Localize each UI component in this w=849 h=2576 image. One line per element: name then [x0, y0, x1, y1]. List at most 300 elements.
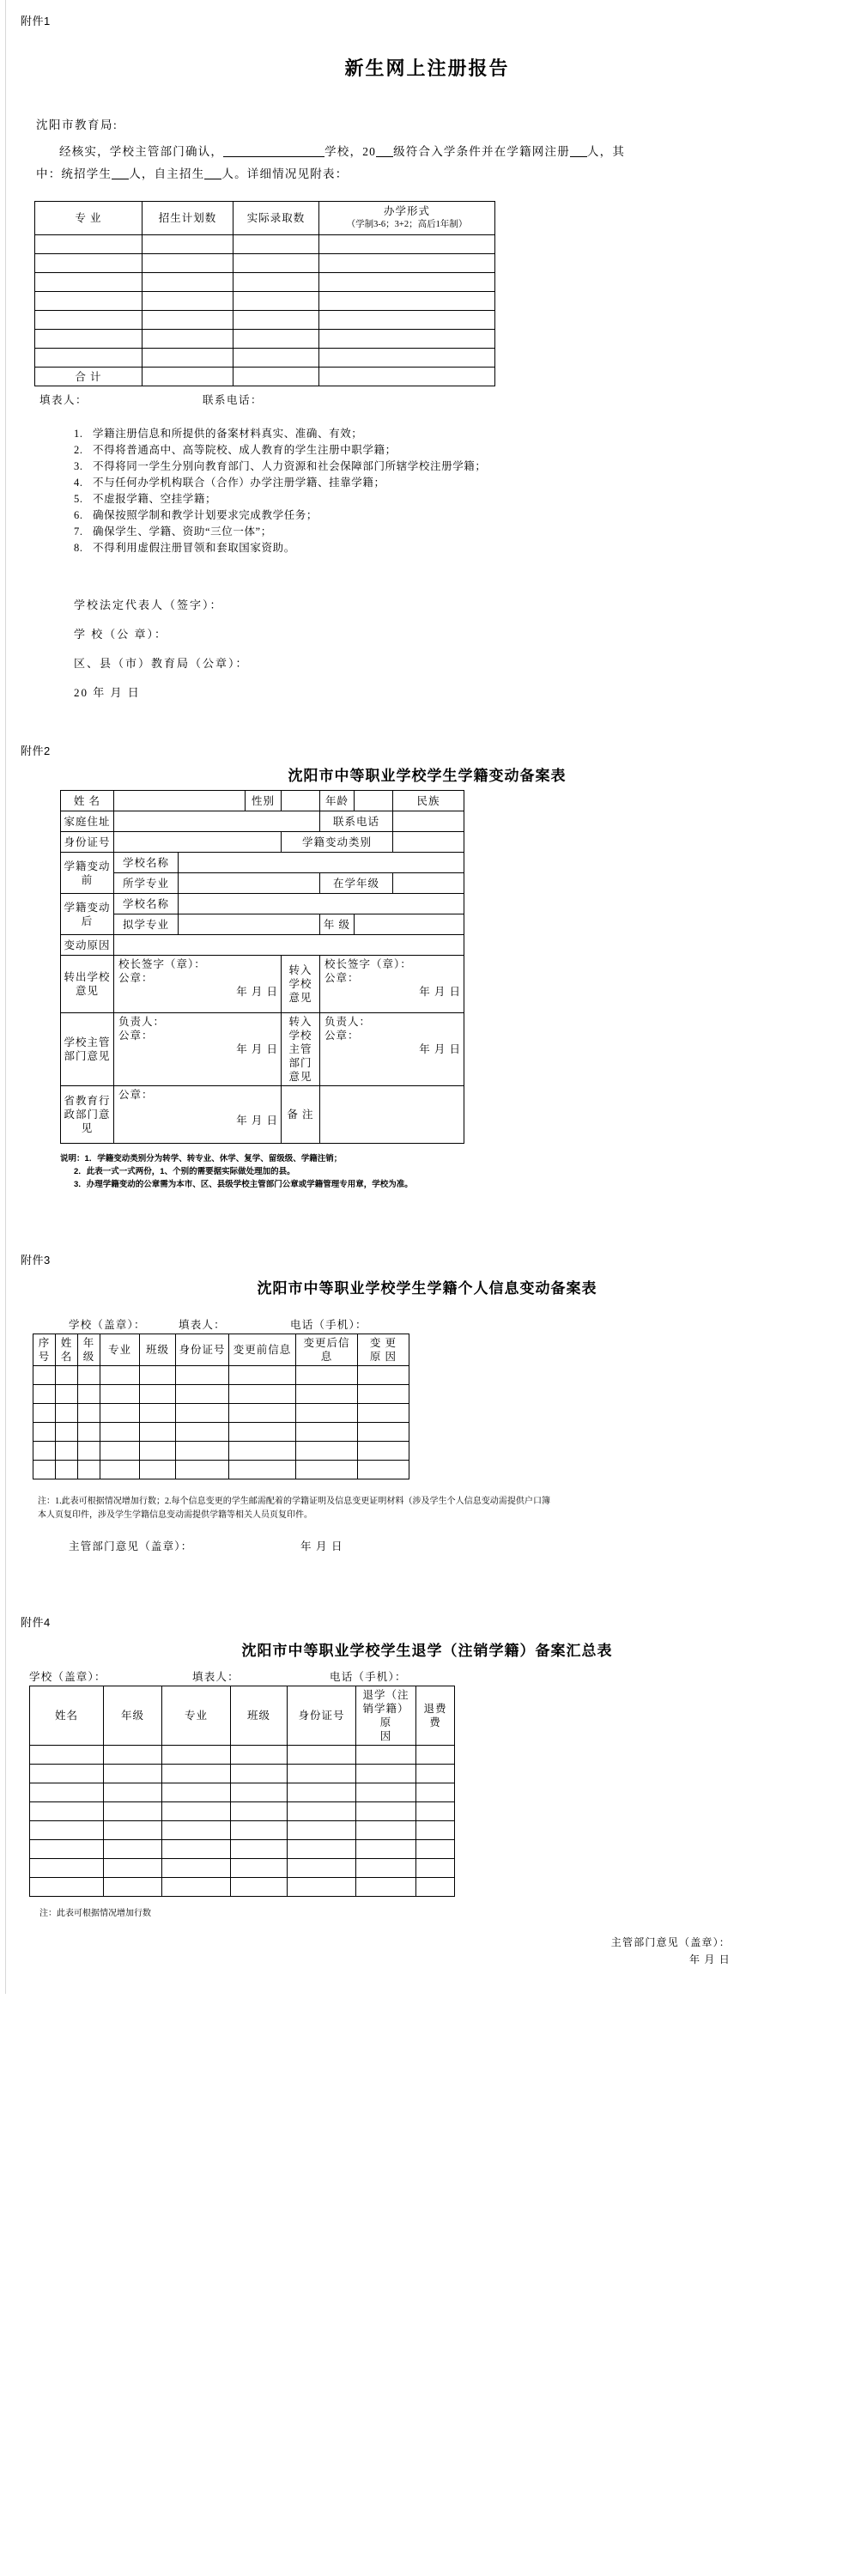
col-name: 姓 名 [56, 1334, 78, 1366]
row-after-major [61, 914, 464, 935]
value-id-number[interactable] [114, 832, 282, 853]
rule-item: 8. 不得利用虚假注册冒领和套取国家资助。 [74, 542, 295, 554]
table-row[interactable] [30, 1802, 455, 1821]
cell[interactable] [143, 235, 233, 254]
responsible-text: 负责人： [324, 1016, 372, 1028]
cell[interactable] [104, 1859, 162, 1878]
table-row[interactable] [30, 1840, 455, 1859]
cell[interactable] [33, 1404, 56, 1423]
cell[interactable] [176, 1385, 229, 1404]
cell[interactable] [356, 1746, 416, 1765]
cell[interactable] [356, 1878, 416, 1897]
cell[interactable] [416, 1802, 455, 1821]
cell[interactable] [162, 1765, 231, 1783]
cell[interactable] [288, 1821, 356, 1840]
cell[interactable] [296, 1366, 358, 1385]
label-phone: 联系电话 [320, 811, 393, 832]
value-grade[interactable] [355, 914, 464, 935]
table-row[interactable] [33, 1404, 409, 1423]
cell[interactable] [143, 292, 233, 311]
table-row[interactable] [30, 1783, 455, 1802]
cell[interactable] [231, 1859, 288, 1878]
label-address: 家庭住址 [61, 811, 114, 832]
col-school-form [319, 202, 495, 235]
table-row[interactable] [30, 1878, 455, 1897]
cell[interactable] [229, 1461, 296, 1479]
cell[interactable] [56, 1404, 78, 1423]
label-gender: 性别 [246, 791, 282, 811]
label-name: 姓 名 [61, 791, 114, 811]
table-row[interactable] [30, 1746, 455, 1765]
attachment-4-header-fields [29, 1668, 834, 1684]
principal-sign-text: 校长签字（章）： [118, 958, 206, 970]
cell[interactable] [143, 311, 233, 330]
cell[interactable] [231, 1765, 288, 1783]
cell[interactable] [176, 1461, 229, 1479]
col-school-form-sub: （学制3-6；3+2；高后1年制） [346, 220, 468, 229]
table-row[interactable] [33, 1442, 409, 1461]
cell[interactable] [296, 1423, 358, 1442]
cell[interactable] [288, 1878, 356, 1897]
attachment-1-paragraph [21, 141, 834, 185]
school-seal-label: 学校（盖章）： [29, 1671, 106, 1683]
label-ethnicity: 民族 [393, 791, 464, 811]
col-name: 姓名 [30, 1686, 104, 1746]
cell[interactable] [162, 1821, 231, 1840]
attachment-3-table [33, 1334, 409, 1479]
cell[interactable] [233, 330, 319, 349]
cell[interactable] [358, 1461, 409, 1479]
seal-text: 公章： [324, 972, 360, 984]
cell[interactable] [30, 1859, 104, 1878]
cell[interactable] [56, 1385, 78, 1404]
cell[interactable] [33, 1442, 56, 1461]
cell[interactable] [35, 235, 143, 254]
cell[interactable] [231, 1783, 288, 1802]
table-row[interactable] [35, 330, 495, 349]
cell[interactable] [319, 273, 495, 292]
cell[interactable] [104, 1821, 162, 1840]
label-grade: 年 级 [320, 914, 355, 935]
cell[interactable] [140, 1404, 176, 1423]
cell[interactable] [288, 1802, 356, 1821]
table-row[interactable] [30, 1821, 455, 1840]
cell[interactable] [78, 1423, 100, 1442]
district-bureau-seal-line: 区、县（市）教育局（公章）： [74, 657, 249, 670]
cell[interactable] [229, 1366, 296, 1385]
cell[interactable] [30, 1802, 104, 1821]
col-major: 专业 [100, 1334, 140, 1366]
attachment-4-table-body [30, 1746, 455, 1897]
paragraph-part-5: 中：统招学生 [36, 167, 112, 180]
col-after-info: 变更后信息 [296, 1334, 358, 1366]
rule-text: 不得将同一学生分别向教育部门、人力资源和社会保障部门所辖学校注册学籍； [93, 460, 487, 472]
phone-label: 电话（手机）： [290, 1319, 367, 1331]
cell[interactable] [140, 1423, 176, 1442]
total-actual-cell[interactable] [233, 368, 319, 386]
attachment-3-footer [69, 1538, 834, 1553]
table-row[interactable] [30, 1765, 455, 1783]
school-seal-line: 学 校（公 章）： [74, 628, 168, 641]
school-name-blank [223, 156, 324, 157]
rule-item: 2. 不得将普通高中、高等院校、成人教育的学生注册中职学籍； [74, 444, 397, 456]
attachment-3-table-body [33, 1366, 409, 1479]
value-reason[interactable] [114, 935, 464, 956]
rule-item: 4. 不与任何办学机构联合（合作）办学注册学籍、挂靠学籍； [74, 477, 385, 489]
date-label: 年 月 日 [688, 1953, 731, 1965]
rule-text: 不得将普通高中、高等院校、成人教育的学生注册中职学籍； [93, 444, 397, 456]
table-row[interactable] [35, 349, 495, 368]
label-before: 学籍变动前 [61, 853, 114, 894]
attachment-1-table [34, 201, 495, 386]
cell[interactable] [233, 349, 319, 368]
attachment-3-title: 沈阳市中等职业学校学生学籍个人信息变动备案表 [257, 1280, 597, 1297]
cell[interactable] [358, 1366, 409, 1385]
table-row[interactable] [33, 1385, 409, 1404]
cell[interactable] [288, 1783, 356, 1802]
dept-opinion-label: 主管部门意见（盖章）： [610, 1936, 731, 1948]
cell[interactable] [296, 1404, 358, 1423]
cell[interactable] [416, 1878, 455, 1897]
cell[interactable] [356, 1802, 416, 1821]
value-in-school-opinion[interactable] [320, 956, 464, 1013]
cell[interactable] [229, 1404, 296, 1423]
cell[interactable] [416, 1746, 455, 1765]
cell[interactable] [100, 1404, 140, 1423]
col-class: 班级 [140, 1334, 176, 1366]
cell[interactable] [231, 1821, 288, 1840]
cell[interactable] [140, 1366, 176, 1385]
cell[interactable] [143, 273, 233, 292]
cell[interactable] [56, 1442, 78, 1461]
cell[interactable] [356, 1859, 416, 1878]
cell[interactable] [233, 254, 319, 273]
attachment-4-title: 沈阳市中等职业学校学生退学（注销学籍）备案汇总表 [241, 1643, 613, 1659]
row-school-opinions [61, 956, 464, 1013]
table-row[interactable] [35, 254, 495, 273]
cell[interactable] [30, 1746, 104, 1765]
cell[interactable] [356, 1840, 416, 1859]
label-intended-major: 拟学专业 [114, 914, 179, 935]
value-out-school-opinion[interactable] [114, 956, 282, 1013]
cell[interactable] [104, 1746, 162, 1765]
attachment-2-tag: 附件2 [21, 744, 51, 757]
cell[interactable] [140, 1461, 176, 1479]
cell[interactable] [30, 1840, 104, 1859]
cell[interactable] [100, 1423, 140, 1442]
cell[interactable] [56, 1461, 78, 1479]
cell[interactable] [176, 1423, 229, 1442]
attachment-3-header-fields [69, 1316, 834, 1332]
date-text: 年 月 日 [419, 986, 461, 998]
principal-sign-text: 校长签字（章）： [324, 958, 412, 970]
cell[interactable] [140, 1385, 176, 1404]
table-row[interactable] [33, 1423, 409, 1442]
cell[interactable] [33, 1423, 56, 1442]
cell[interactable] [30, 1783, 104, 1802]
attachment-4-tag: 附件4 [21, 1616, 51, 1629]
attachment-4-table [29, 1686, 455, 1897]
phone-label: 联系电话： [203, 394, 264, 406]
attachment-1-tag: 附件1 [21, 15, 51, 27]
cell[interactable] [319, 349, 495, 368]
rule-item: 1. 学籍注册信息和所提供的备案材料真实、准确、有效； [74, 428, 363, 440]
cell[interactable] [35, 292, 143, 311]
value-intended-major[interactable] [179, 914, 320, 935]
value-school-name2[interactable] [179, 894, 464, 914]
attachment-2-notes [21, 1152, 834, 1191]
value-gender[interactable] [282, 791, 320, 811]
cell[interactable] [319, 235, 495, 254]
cell[interactable] [33, 1461, 56, 1479]
value-major[interactable] [179, 873, 320, 894]
paragraph-part-4: 人，其 [586, 145, 626, 158]
col-school-form-main: 办学形式 [383, 205, 430, 217]
cell[interactable] [288, 1859, 356, 1878]
cell[interactable] [416, 1821, 455, 1840]
row-name [61, 791, 464, 811]
cell[interactable] [356, 1821, 416, 1840]
row-reason [61, 935, 464, 956]
responsible-text: 负责人： [118, 1016, 166, 1028]
value-province-opinion[interactable] [114, 1086, 282, 1144]
attachment-3-note: 注：1.此表可根据情况增加行数；2.每个信息变更的学生邮需配着的学籍证明及信息变更证明材料（涉及学生个人信息变动需提供户口簿本人页复印件，涉及学生学籍信息变动需提供学籍等相关人员页复印件。 [38, 1497, 550, 1520]
cell[interactable] [35, 254, 143, 273]
table-row[interactable] [30, 1859, 455, 1878]
cell[interactable] [143, 349, 233, 368]
cell[interactable] [319, 311, 495, 330]
date-text: 年 月 日 [236, 986, 278, 998]
registered-count-blank [570, 156, 587, 157]
cell[interactable] [30, 1821, 104, 1840]
cell[interactable] [78, 1404, 100, 1423]
cell[interactable] [100, 1385, 140, 1404]
cell[interactable] [30, 1878, 104, 1897]
total-form-cell[interactable] [319, 368, 495, 386]
row-before-school-name [61, 853, 464, 873]
table-row[interactable] [33, 1366, 409, 1385]
attachment-4-footer [21, 1934, 834, 1968]
cell[interactable] [35, 349, 143, 368]
date-text: 年 月 日 [419, 1043, 461, 1055]
cell[interactable] [162, 1746, 231, 1765]
note-line: 3．办理学籍变动的公章需为本市、区、县级学校主管部门公章或学籍管理专用章，学校为准。 [74, 1180, 413, 1189]
cell[interactable] [416, 1765, 455, 1783]
cell[interactable] [288, 1840, 356, 1859]
cell[interactable] [104, 1783, 162, 1802]
cell[interactable] [104, 1878, 162, 1897]
label-reason: 变动原因 [61, 935, 114, 956]
cell[interactable] [356, 1783, 416, 1802]
col-id-number: 身份证号 [176, 1334, 229, 1366]
date-text: 年 月 日 [236, 1043, 278, 1055]
cell[interactable] [100, 1461, 140, 1479]
cell[interactable] [143, 330, 233, 349]
cell[interactable] [296, 1461, 358, 1479]
value-age[interactable] [355, 791, 393, 811]
attachment-1-table-body [35, 235, 495, 386]
table-row[interactable] [35, 273, 495, 292]
cell[interactable] [358, 1423, 409, 1442]
row-address [61, 811, 464, 832]
value-phone[interactable] [393, 811, 464, 832]
value-school-dept-opinion[interactable] [114, 1013, 282, 1086]
cell[interactable] [56, 1366, 78, 1385]
note-line: 2．此表一式一式两份，1、个别的需要据实际做处理加的县。 [74, 1167, 295, 1176]
date-line: 20 年 月 日 [74, 686, 141, 699]
col-plan-count: 招生计划数 [143, 202, 233, 235]
paragraph-part-3: 级符合入学条件并在学籍网注册 [393, 145, 570, 158]
value-school-name[interactable] [179, 853, 464, 873]
cell[interactable] [229, 1442, 296, 1461]
legal-rep-signature-line: 学校法定代表人（签字）： [74, 598, 223, 611]
rule-text: 确保学生、学籍、资助“三位一体”； [93, 526, 272, 538]
cell[interactable] [231, 1802, 288, 1821]
cell[interactable] [33, 1366, 56, 1385]
cell[interactable] [233, 292, 319, 311]
cell[interactable] [30, 1765, 104, 1783]
rule-text: 学籍注册信息和所提供的备案材料真实、准确、有效； [93, 428, 363, 440]
paragraph-part-2: 学校，20 [324, 145, 377, 158]
rule-item: 5. 不虚报学籍、空挂学籍； [74, 493, 217, 505]
cell[interactable] [229, 1385, 296, 1404]
label-out-school-opinion: 转出学校意见 [61, 956, 114, 1013]
cell[interactable] [162, 1802, 231, 1821]
cell[interactable] [100, 1366, 140, 1385]
attachment-2-table [60, 790, 464, 1144]
attachment-3-tag: 附件3 [21, 1254, 51, 1267]
cell[interactable] [104, 1840, 162, 1859]
rule-text: 不与任何办学机构联合（合作）办学注册学籍、挂靠学籍； [93, 477, 385, 489]
cell[interactable] [416, 1859, 455, 1878]
cell[interactable] [162, 1840, 231, 1859]
cell[interactable] [416, 1840, 455, 1859]
cell[interactable] [176, 1366, 229, 1385]
col-class: 班级 [231, 1686, 288, 1746]
value-remark[interactable] [320, 1086, 464, 1144]
label-change-type: 学籍变动类别 [282, 832, 393, 853]
label-school-dept-opinion: 学校主管部门意见 [61, 1013, 114, 1086]
label-school-name2: 学校名称 [114, 894, 179, 914]
col-grade: 年级 [104, 1686, 162, 1746]
cell[interactable] [233, 273, 319, 292]
seal-text: 公章： [118, 972, 154, 984]
filler-label: 填表人： [192, 1671, 240, 1683]
cell[interactable] [104, 1802, 162, 1821]
col-refund: 退费费 [416, 1686, 455, 1746]
paragraph-part-1: 经核实，学校主管部门确认， [59, 145, 224, 158]
paragraph-part-6: 人，自主招生 [129, 167, 205, 180]
col-change-reason: 变 更 原 因 [358, 1334, 409, 1366]
value-address[interactable] [114, 811, 320, 832]
col-before-info: 变更前信息 [229, 1334, 296, 1366]
cell[interactable] [104, 1765, 162, 1783]
cell[interactable] [231, 1746, 288, 1765]
table-total-row[interactable] [35, 368, 495, 386]
cell[interactable] [356, 1765, 416, 1783]
table-row[interactable] [35, 235, 495, 254]
cell[interactable] [288, 1746, 356, 1765]
label-in-school-opinion: 转入学校意见 [282, 956, 320, 1013]
cell[interactable] [176, 1404, 229, 1423]
dept-opinion-label: 主管部门意见（盖章）： [69, 1540, 193, 1552]
table-header-row [35, 202, 495, 235]
cell[interactable] [233, 311, 319, 330]
cell[interactable] [56, 1423, 78, 1442]
cell[interactable] [33, 1385, 56, 1404]
col-actual-count: 实际录取数 [233, 202, 319, 235]
date-text: 年 月 日 [236, 1115, 278, 1127]
rule-item: 7. 确保学生、学籍、资助“三位一体”； [74, 526, 272, 538]
table-row[interactable] [33, 1461, 409, 1479]
cell[interactable] [78, 1385, 100, 1404]
filler-label: 填表人： [39, 394, 88, 406]
cell[interactable] [416, 1783, 455, 1802]
phone-label: 电话（手机）： [330, 1671, 407, 1683]
cell[interactable] [35, 330, 143, 349]
row-before-major [61, 873, 464, 894]
attachment-2-title: 沈阳市中等职业学校学生学籍变动备案表 [288, 768, 567, 784]
cell[interactable] [162, 1783, 231, 1802]
cell[interactable] [162, 1859, 231, 1878]
row-after-school-name [61, 894, 464, 914]
value-in-school-dept-opinion[interactable] [320, 1013, 464, 1086]
attachment-1-form-footer [39, 392, 834, 407]
label-school-name: 学校名称 [114, 853, 179, 873]
cell[interactable] [358, 1442, 409, 1461]
cell[interactable] [231, 1840, 288, 1859]
cell[interactable] [78, 1442, 100, 1461]
cell[interactable] [78, 1461, 100, 1479]
cell[interactable] [229, 1423, 296, 1442]
seal-text: 公章： [118, 1030, 154, 1042]
cell[interactable] [35, 273, 143, 292]
rule-text: 确保按照学制和教学计划要求完成教学任务； [93, 509, 318, 521]
cell[interactable] [140, 1442, 176, 1461]
cell[interactable] [319, 330, 495, 349]
year-blank [376, 156, 393, 157]
table-header-row [30, 1686, 455, 1746]
value-grade-in-school[interactable] [393, 873, 464, 894]
value-name[interactable] [114, 791, 246, 811]
total-plan-cell[interactable] [143, 368, 233, 386]
cell[interactable] [35, 311, 143, 330]
cell[interactable] [319, 292, 495, 311]
cell[interactable] [100, 1442, 140, 1461]
cell[interactable] [176, 1442, 229, 1461]
cell[interactable] [78, 1366, 100, 1385]
cell[interactable] [296, 1442, 358, 1461]
cell[interactable] [358, 1404, 409, 1423]
value-change-type[interactable] [393, 832, 464, 853]
cell[interactable] [233, 235, 319, 254]
cell[interactable] [358, 1385, 409, 1404]
cell[interactable] [143, 254, 233, 273]
label-province-opinion: 省教育行政部门意见 [61, 1086, 114, 1144]
cell[interactable] [319, 254, 495, 273]
table-row[interactable] [35, 292, 495, 311]
label-id-number: 身份证号 [61, 832, 114, 853]
cell[interactable] [162, 1878, 231, 1897]
table-row[interactable] [35, 311, 495, 330]
rule-text: 不得利用虚假注册冒领和套取国家资助。 [93, 542, 295, 554]
cell[interactable] [231, 1878, 288, 1897]
attachment-1-signature-block [21, 591, 834, 708]
cell[interactable] [288, 1765, 356, 1783]
filler-label: 填表人： [179, 1319, 226, 1331]
label-grade-in-school: 在学年级 [320, 873, 393, 894]
cell[interactable] [296, 1385, 358, 1404]
